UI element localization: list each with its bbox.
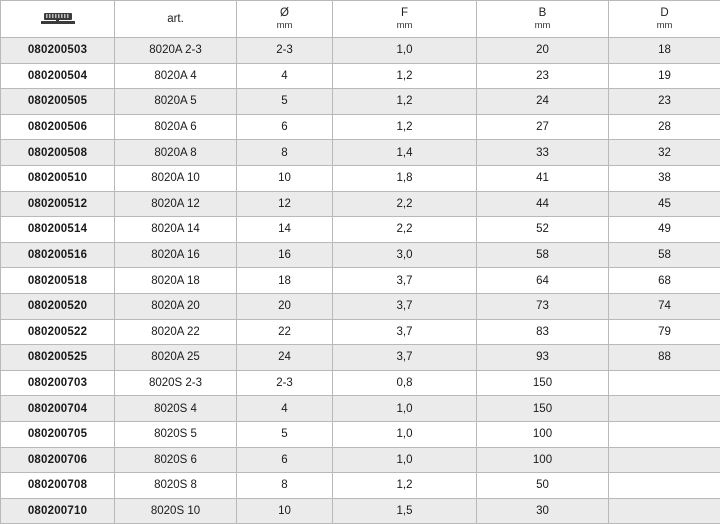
cell-diameter: 5 [237,89,333,115]
table-row [1,421,720,447]
cell-f: 3,7 [333,293,477,319]
column-header-b [477,1,609,38]
table-row [1,319,720,345]
table-row [1,498,720,524]
column-header-f [333,1,477,38]
cell-code: 080200705 [1,421,115,447]
cell-b: 93 [477,345,609,371]
cell-f: 1,5 [333,498,477,524]
cell-code: 080200706 [1,447,115,473]
column-header-b-unit: mm [477,20,608,32]
cell-d [609,447,720,473]
table-row [1,165,720,191]
cell-d: 18 [609,38,720,64]
cell-b: 58 [477,242,609,268]
cell-d [609,421,720,447]
cell-art: 8020S 8 [115,473,237,499]
cell-diameter: 5 [237,421,333,447]
cell-diameter: 8 [237,473,333,499]
cell-diameter: 4 [237,396,333,422]
cell-code: 080200522 [1,319,115,345]
cell-f: 1,2 [333,63,477,89]
cell-b: 150 [477,396,609,422]
cell-art: 8020S 6 [115,447,237,473]
column-header-b-label: B [477,6,608,20]
cell-d: 79 [609,319,720,345]
cell-art: 8020S 5 [115,421,237,447]
cell-b: 150 [477,370,609,396]
cell-b: 33 [477,140,609,166]
table-header [1,1,720,38]
cell-d: 58 [609,242,720,268]
cell-diameter: 14 [237,217,333,243]
cell-art: 8020A 12 [115,191,237,217]
cell-code: 080200514 [1,217,115,243]
cell-art: 8020A 22 [115,319,237,345]
cell-f: 3,7 [333,345,477,371]
cell-diameter: 20 [237,293,333,319]
cell-diameter: 2-3 [237,370,333,396]
cell-art: 8020A 25 [115,345,237,371]
cell-art: 8020A 20 [115,293,237,319]
table-row [1,447,720,473]
cell-d: 88 [609,345,720,371]
cell-diameter: 2-3 [237,38,333,64]
cell-d: 49 [609,217,720,243]
cell-b: 20 [477,38,609,64]
table-body [1,38,720,524]
cell-f: 2,2 [333,191,477,217]
cell-b: 64 [477,268,609,294]
cell-code: 080200708 [1,473,115,499]
cell-b: 83 [477,319,609,345]
cell-d: 38 [609,165,720,191]
cell-diameter: 22 [237,319,333,345]
table-row [1,38,720,64]
table-row [1,345,720,371]
table-row [1,370,720,396]
column-header-art [115,1,237,38]
column-header-f-unit: mm [333,20,476,32]
cell-f: 1,2 [333,89,477,115]
column-header-code [1,1,115,38]
cell-diameter: 6 [237,114,333,140]
cell-diameter: 6 [237,447,333,473]
cell-f: 3,7 [333,268,477,294]
cell-art: 8020S 4 [115,396,237,422]
cell-diameter: 4 [237,63,333,89]
cell-code: 080200504 [1,63,115,89]
cell-code: 080200516 [1,242,115,268]
table-row [1,140,720,166]
cell-code: 080200503 [1,38,115,64]
cell-b: 100 [477,447,609,473]
column-header-d [609,1,720,38]
cell-code: 080200506 [1,114,115,140]
table-row [1,217,720,243]
cell-d: 45 [609,191,720,217]
cell-b: 30 [477,498,609,524]
cell-b: 41 [477,165,609,191]
cell-f: 1,4 [333,140,477,166]
cell-art: 8020A 10 [115,165,237,191]
cell-f: 1,8 [333,165,477,191]
cell-b: 23 [477,63,609,89]
cell-code: 080200510 [1,165,115,191]
cell-b: 100 [477,421,609,447]
column-header-d-label: D [609,6,720,20]
cell-f: 1,0 [333,38,477,64]
cell-f: 1,2 [333,473,477,499]
column-header-d-unit: mm [609,20,720,32]
cell-art: 8020A 18 [115,268,237,294]
cell-b: 73 [477,293,609,319]
cell-code: 080200518 [1,268,115,294]
cell-code: 080200525 [1,345,115,371]
column-header-art-label: art. [115,12,236,26]
cell-art: 8020A 14 [115,217,237,243]
cell-code: 080200710 [1,498,115,524]
cell-d [609,498,720,524]
cell-code: 080200704 [1,396,115,422]
cell-f: 3,0 [333,242,477,268]
cell-code: 080200703 [1,370,115,396]
cell-d: 28 [609,114,720,140]
cell-d [609,473,720,499]
cell-diameter: 10 [237,165,333,191]
cell-b: 44 [477,191,609,217]
cell-d: 68 [609,268,720,294]
cell-f: 2,2 [333,217,477,243]
table-row [1,89,720,115]
cell-code: 080200505 [1,89,115,115]
table-row [1,191,720,217]
column-header-diameter-label: Ø [237,6,332,20]
cell-art: 8020A 6 [115,114,237,140]
cell-f: 3,7 [333,319,477,345]
cell-b: 52 [477,217,609,243]
cell-diameter: 12 [237,191,333,217]
table-row [1,473,720,499]
table-row [1,396,720,422]
cell-art: 8020A 4 [115,63,237,89]
cell-d: 32 [609,140,720,166]
cell-d: 23 [609,89,720,115]
cell-f: 1,0 [333,447,477,473]
cell-d: 19 [609,63,720,89]
cell-code: 080200508 [1,140,115,166]
cell-diameter: 16 [237,242,333,268]
cell-diameter: 18 [237,268,333,294]
table-row [1,63,720,89]
cell-code: 080200512 [1,191,115,217]
table-row [1,114,720,140]
cell-code: 080200520 [1,293,115,319]
cell-f: 1,0 [333,421,477,447]
cell-f: 1,2 [333,114,477,140]
cell-f: 1,0 [333,396,477,422]
cell-b: 27 [477,114,609,140]
header-row [1,1,720,38]
cell-diameter: 8 [237,140,333,166]
cell-art: 8020S 2-3 [115,370,237,396]
cell-art: 8020A 5 [115,89,237,115]
cell-diameter: 24 [237,345,333,371]
column-header-diameter-unit: mm [237,20,332,32]
clamp-icon [41,9,75,25]
cell-d [609,370,720,396]
cell-art: 8020A 16 [115,242,237,268]
cell-b: 24 [477,89,609,115]
cell-diameter: 10 [237,498,333,524]
cell-f: 0,8 [333,370,477,396]
cell-art: 8020A 8 [115,140,237,166]
cell-art: 8020A 2-3 [115,38,237,64]
cell-art: 8020S 10 [115,498,237,524]
column-header-f-label: F [333,6,476,20]
cell-d [609,396,720,422]
column-header-diameter [237,1,333,38]
table-row [1,268,720,294]
table-row [1,242,720,268]
table-row [1,293,720,319]
cell-b: 50 [477,473,609,499]
cell-d: 74 [609,293,720,319]
